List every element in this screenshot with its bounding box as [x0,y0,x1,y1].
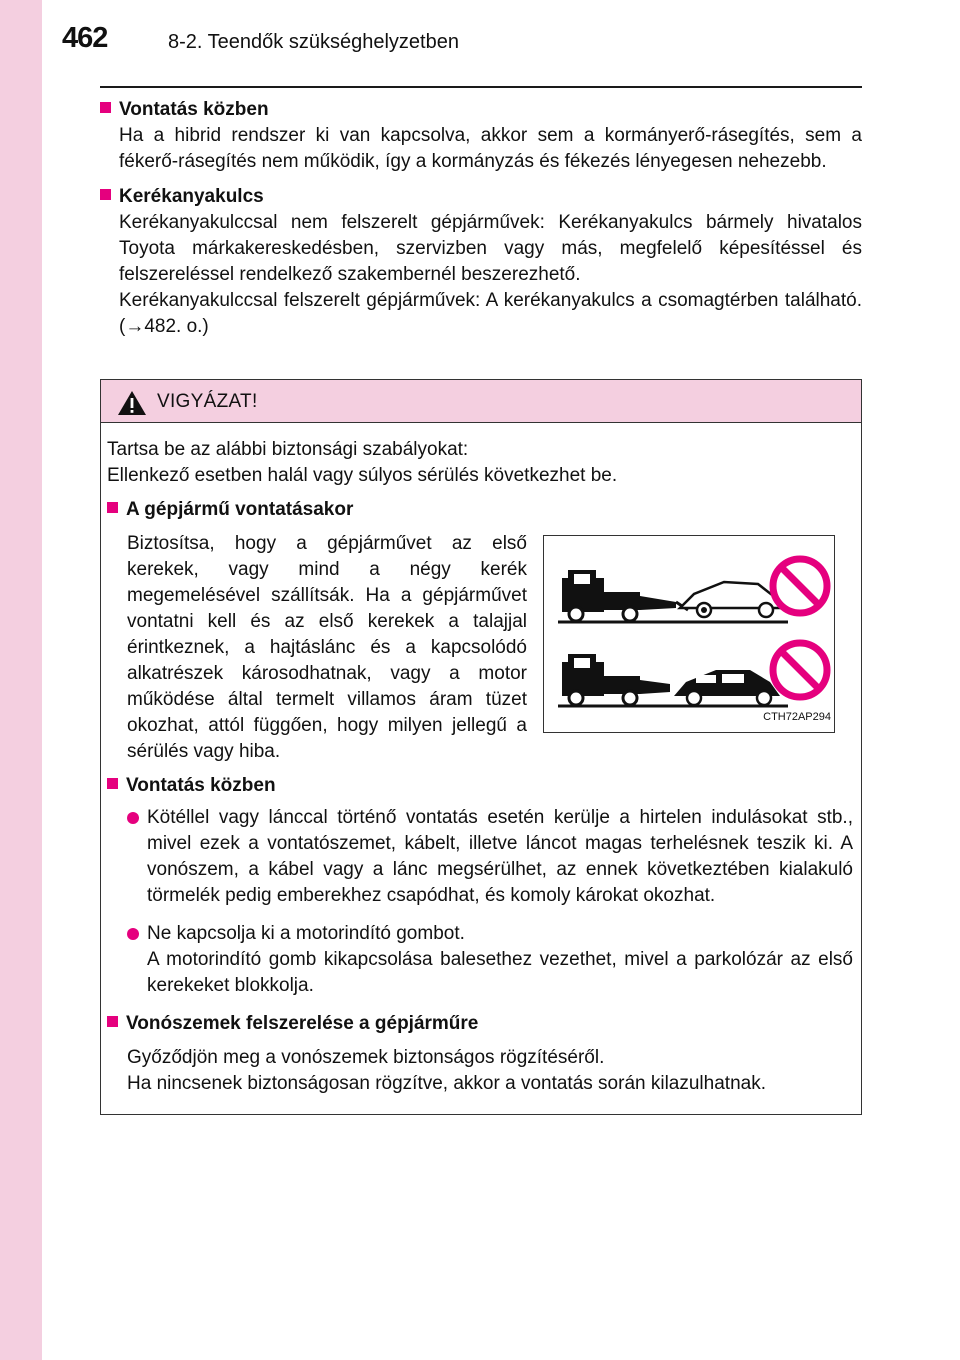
section-body-wrench-2: Kerékanyakulccsal felszerelt gépjárművek: A kerékanyakulcs a csomagtérben található. (→482. o.) [119,290,862,337]
square-bullet-icon [100,102,111,113]
warning-heading-eyelets: Vonószemek felszerelése a gépjárműre [107,1011,853,1037]
tow-truck-prohibited-icon [544,536,834,732]
warning-body [101,423,861,1097]
eyelets-line-1: Győződjön meg a vonószemek biztonságos rögzítéséről. [127,1047,605,1068]
eyelets-line-2: Ha nincsenek biztonságosan rögzítve, akkor a vontatás során kilazulhatnak. [127,1073,766,1094]
bullet-text: A motorindító gomb kikapcsolása balesethez vezethet, mivel a parkolózár az első kerekeket blokkolja. [147,949,853,996]
square-bullet-icon [100,189,111,200]
bullet-text: Ne kapcsolja ki a motorindító gombot. [147,923,465,944]
warning-header [101,380,861,423]
side-color-strip [0,0,42,1360]
towing-body-text: Biztosítsa, hogy a gépjárművet az első kerekek, vagy mind a négy kerék megemelésével szállítsák. Ha a gépjárművet vontatni kell és az első kerekek a talajjal érintkeznek, a hajtáslánc és a kapcsolódó alkatrészek károsodhatnak, vagy a motor működése által termelt villamos áram tüzet okozhat, attól függően, hogy milyen jellegű a sérülés vagy hiba. [127,533,527,762]
main-content [100,97,862,340]
figure-code: CTH72AP294 [763,711,831,723]
round-bullet-icon [127,928,139,940]
warning-triangle-icon [117,390,147,416]
warning-heading-while-towing: Vontatás közben [107,773,853,799]
list-item [127,921,853,999]
square-bullet-icon [107,1016,118,1027]
square-bullet-icon [107,502,118,513]
section-heading-towing: Vontatás közben [100,97,862,123]
page-number: 462 [62,22,108,54]
section-heading-wheel-nut-wrench: Kerékanyakulcs [100,184,862,210]
warning-box [100,379,862,1115]
list-item [127,805,853,909]
warning-title: VIGYÁZAT! [157,391,258,412]
square-bullet-icon [107,778,118,789]
chapter-title: 8-2. Teendők szükséghelyzetben [168,31,459,53]
round-bullet-icon [127,812,139,824]
warning-heading-towing: A gépjármű vontatásakor [107,497,853,523]
section-body-towing: Ha a hibrid rendszer ki van kapcsolva, akkor sem a kormányerő-rásegítés, sem a fékerő-rásegítés nem működik, így a kormányzás és fékezés lényegesen nehezebb. [119,125,862,172]
bullet-text: Kötéllel vagy lánccal történő vontatás esetén kerülje a hirtelen indulásokat stb., mivel ezek a vontatószemet, kábelt, illetve láncot magas terhelésnek teszik ki. A vonószem, a kábel vagy a lánc megsérülhet, az ennek következtében kialakuló törmelék pedig emberekhez csapódhat, és komoly károkat okozhat. [147,807,853,906]
towing-section [107,531,853,765]
warning-intro-line-2: Ellenkező esetben halál vagy súlyos sérülés következhet be. [107,465,618,486]
warning-intro-line-1: Tartsa be az alábbi biztonsági szabályokat: [107,439,469,460]
section-body-wrench-1: Kerékanyakulccsal nem felszerelt gépjárművek: Kerékanyakulcs bármely hivatalos Toyota márkakereskedésben, szervizben vagy más, megfelelő képesítéssel és felszereléssel rendelkező szakembernél beszerezhető. [119,212,862,285]
header-divider [100,86,862,88]
towing-illustration [543,535,835,733]
